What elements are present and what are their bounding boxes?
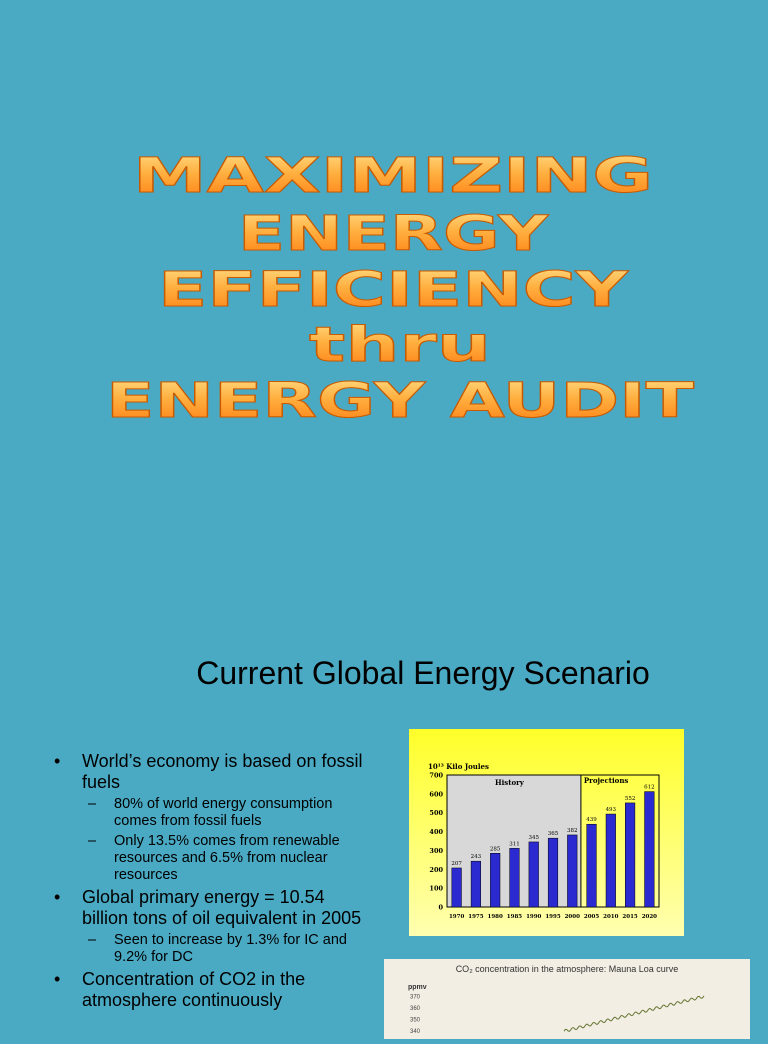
co2-y-tick: 370 (410, 994, 421, 1001)
bar-2005 (587, 824, 597, 907)
bar-1975 (471, 861, 481, 907)
co2-y-tick: 340 (410, 1029, 421, 1036)
y-tick-label: 700 (429, 771, 443, 780)
content-slide (0, 615, 768, 1036)
bar-1970 (452, 868, 462, 907)
x-tick-label: 1975 (468, 914, 484, 920)
title-line-3: EFFICIENCY (158, 262, 630, 318)
sub-bullet-item: – Seen to increase by 1.3% for IC and 9.2% for DC (52, 932, 372, 966)
title-line-1: MAXIMIZING (133, 148, 653, 204)
bar-value-label: 382 (567, 827, 578, 834)
bar-value-label: 311 (509, 841, 520, 848)
co2-curve (564, 996, 704, 1031)
bar-1980 (490, 853, 500, 907)
y-tick-label: 600 (429, 790, 443, 799)
co2-line-chart (384, 959, 750, 1039)
x-tick-label: 2000 (564, 914, 580, 920)
bar-value-label: 285 (489, 846, 501, 853)
x-tick-label: 1985 (506, 914, 523, 920)
slide-heading: Current Global Energy Scenario (196, 655, 650, 691)
x-tick-label: 2010 (603, 914, 619, 920)
bar-1990 (529, 842, 539, 907)
co2-y-tick: 350 (410, 1017, 421, 1024)
bullet-list (52, 751, 372, 1014)
co2-title: CO₂ concentration in the atmosphere: Mauna Loa curve (455, 964, 679, 974)
y-tick-label: 100 (429, 884, 443, 893)
bar-value-label: 552 (624, 795, 636, 802)
x-tick-label: 1970 (448, 914, 465, 920)
sub-bullet-item: – 80% of world energy consumption comes from fossil fuels (52, 796, 372, 830)
co2-ylabel: ppmv (408, 984, 427, 991)
y-tick-label: 300 (429, 846, 443, 855)
y-tick-label: 200 (429, 865, 443, 874)
sub-bullet-item: – Only 13.5% comes from renewable resources and 6.5% from nuclear resources (52, 833, 372, 884)
title-wordart (0, 140, 768, 440)
bullet-item: • World’s economy is based on fossil fuels (52, 751, 372, 793)
bullet-item: • Global primary energy = 10.54 billion tons of oil equivalent in 2005 (52, 887, 372, 929)
co2-chart (384, 959, 750, 1039)
y-tick-label: 0 (438, 903, 443, 912)
energy-chart (409, 729, 684, 936)
projections-label: Projections (583, 776, 629, 785)
bar-1995 (548, 838, 558, 907)
bar-1985 (510, 848, 520, 907)
co2-y-tick: 360 (410, 1005, 421, 1012)
unit-label: 10¹³ Kilo Joules (428, 762, 489, 771)
title-line-5: ENERGY AUDIT (106, 373, 695, 429)
bar-value-label: 345 (528, 834, 539, 841)
bar-2020 (645, 792, 655, 907)
bar-value-label: 207 (451, 860, 462, 867)
x-tick-label: 1990 (526, 914, 542, 920)
bullet-item: • Concentration of CO2 in the atmosphere continuously (52, 969, 372, 1011)
bar-value-label: 243 (470, 854, 482, 861)
energy-bar-chart (409, 729, 684, 936)
title-line-2: ENERGY (238, 206, 550, 262)
title-line-4: thru (309, 317, 491, 373)
x-tick-label: 2015 (622, 914, 638, 920)
x-tick-label: 1995 (545, 914, 561, 920)
x-tick-label: 2020 (641, 914, 658, 920)
bar-2000 (567, 835, 577, 907)
history-label: History (495, 778, 524, 787)
bar-value-label: 493 (605, 807, 617, 814)
y-tick-label: 500 (429, 809, 443, 818)
bar-value-label: 439 (586, 817, 597, 824)
bar-value-label: 612 (644, 784, 655, 791)
y-tick-label: 400 (429, 828, 443, 837)
x-tick-label: 1980 (487, 914, 503, 920)
bar-2015 (625, 803, 635, 907)
x-tick-label: 2005 (583, 914, 600, 920)
bar-2010 (606, 814, 616, 907)
bar-value-label: 365 (547, 831, 559, 838)
